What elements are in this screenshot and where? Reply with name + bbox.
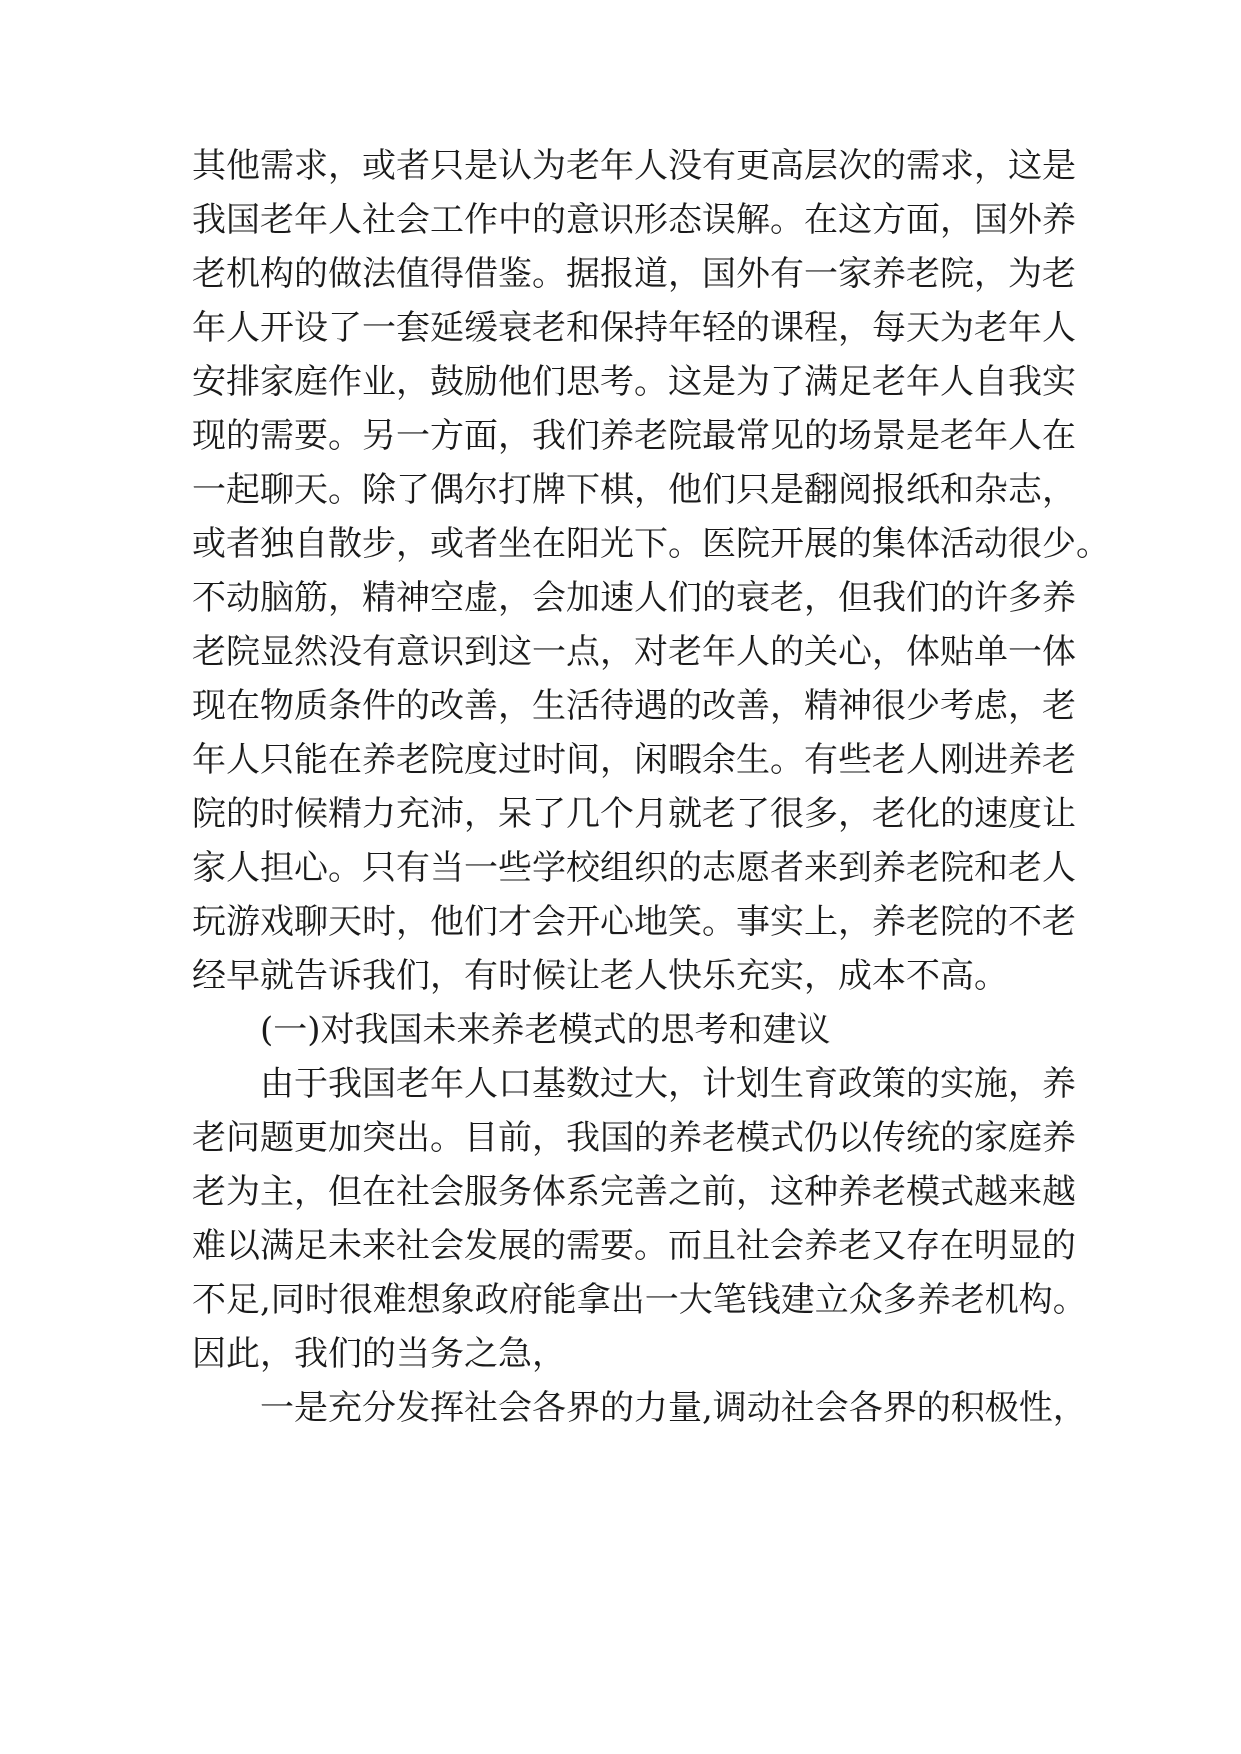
text-line-1: 其他需求，或者只是认为老年人没有更高层次的需求，这是 bbox=[192, 146, 1076, 186]
text-line-22: 不足,同时很难想象政府能拿出一大笔钱建立众多养老机构。 bbox=[192, 1280, 1087, 1320]
text-line-19: 老问题更加突出。目前，我国的养老模式仍以传统的家庭养 bbox=[192, 1118, 1076, 1158]
text-line-16: 经早就告诉我们，有时候让老人快乐充实，成本不高。 bbox=[192, 956, 1008, 996]
text-line-12: 年人只能在养老院度过时间，闲暇余生。有些老人刚进养老 bbox=[192, 740, 1076, 780]
text-line-14: 家人担心。只有当一些学校组织的志愿者来到养老院和老人 bbox=[192, 848, 1076, 888]
text-line-9: 不动脑筋，精神空虚，会加速人们的衰老，但我们的许多养 bbox=[192, 578, 1076, 618]
section-heading: (一)对我国未来养老模式的思考和建议 bbox=[260, 1010, 831, 1050]
text-line-15: 玩游戏聊天时，他们才会开心地笑。事实上，养老院的不老 bbox=[192, 902, 1076, 942]
text-line-20: 老为主，但在社会服务体系完善之前，这种养老模式越来越 bbox=[192, 1172, 1076, 1212]
text-line-23: 因此，我们的当务之急， bbox=[192, 1334, 566, 1374]
text-line-2: 我国老年人社会工作中的意识形态误解。在这方面，国外养 bbox=[192, 200, 1076, 240]
text-line-11: 现在物质条件的改善，生活待遇的改善，精神很少考虑，老 bbox=[192, 686, 1076, 726]
text-line-18: 由于我国老年人口基数过大，计划生育政策的实施，养 bbox=[260, 1064, 1076, 1104]
text-line-13: 院的时候精力充沛，呆了几个月就老了很多，老化的速度让 bbox=[192, 794, 1076, 834]
text-line-5: 安排家庭作业，鼓励他们思考。这是为了满足老年人自我实 bbox=[192, 362, 1076, 402]
text-line-21: 难以满足未来社会发展的需要。而且社会养老又存在明显的 bbox=[192, 1226, 1076, 1266]
text-line-10: 老院显然没有意识到这一点，对老年人的关心，体贴单一体 bbox=[192, 632, 1076, 672]
text-line-7: 一起聊天。除了偶尔打牌下棋，他们只是翻阅报纸和杂志， bbox=[192, 470, 1076, 510]
text-line-24: 一是充分发挥社会各界的力量,调动社会各界的积极性， bbox=[260, 1388, 1087, 1428]
text-line-8: 或者独自散步，或者坐在阳光下。医院开展的集体活动很少。 bbox=[192, 524, 1110, 564]
text-line-4: 年人开设了一套延缓衰老和保持年轻的课程，每天为老年人 bbox=[192, 308, 1076, 348]
text-line-3: 老机构的做法值得借鉴。据报道，国外有一家养老院，为老 bbox=[192, 254, 1076, 294]
text-line-6: 现的需要。另一方面，我们养老院最常见的场景是老年人在 bbox=[192, 416, 1076, 456]
